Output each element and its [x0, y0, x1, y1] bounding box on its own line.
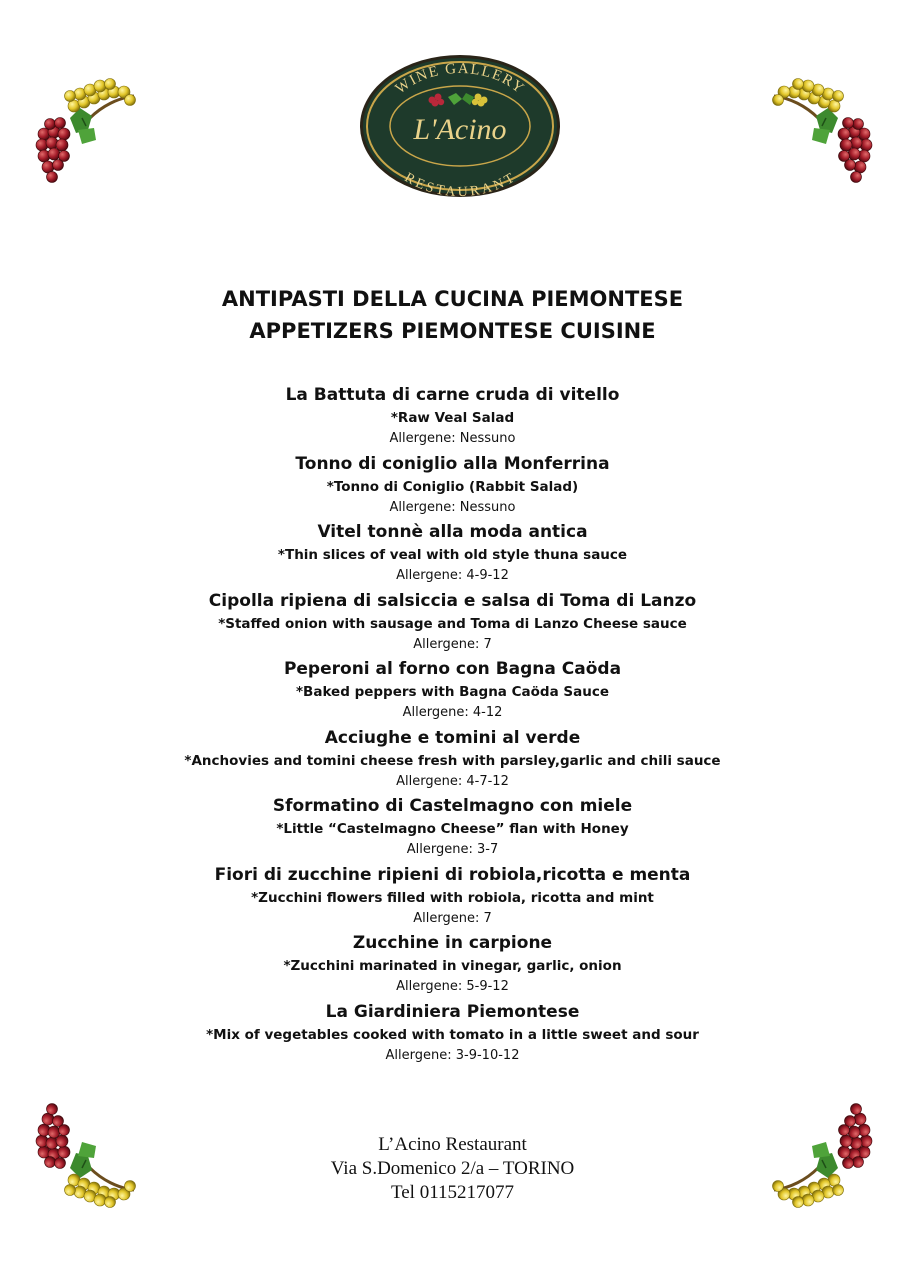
dish-name: Acciughe e tomini al verde	[324, 727, 581, 748]
dish-allergens: Allergene: 3-9-10-12	[385, 1047, 520, 1063]
menu-item	[0, 588, 905, 657]
dish-description: *Little “Castelmagno Cheese” flan with Honey	[276, 821, 629, 837]
dish-name: Peperoni al forno con Bagna Caöda	[283, 659, 622, 679]
menu-headings	[0, 283, 905, 347]
restaurant-logo	[358, 53, 562, 199]
dish-description: *Zucchini flowers filled with robiola, ricotta and mint	[251, 889, 654, 906]
menu-item	[0, 382, 905, 451]
dish-allergens: Allergene: 7	[413, 910, 492, 926]
dish-description: *Baked peppers with Bagna Caöda Sauce	[295, 684, 609, 700]
menu-item	[0, 656, 905, 725]
restaurant-phone: Tel 0115217077	[390, 1182, 515, 1203]
dish-allergens: Allergene: 7	[413, 636, 492, 652]
dish-allergens: Allergene: 4-12	[402, 705, 503, 720]
section-title-italian: ANTIPASTI DELLA CUCINA PIEMONTESE	[221, 287, 684, 311]
dish-description: *Thin slices of veal with old style thuna sauce	[277, 547, 628, 563]
dish-description: *Raw Veal Salad	[390, 410, 515, 426]
dish-allergens: Allergene: Nessuno	[389, 499, 516, 515]
dish-allergens: Allergene: 5-9-12	[396, 979, 509, 994]
menu-item	[0, 999, 905, 1068]
dish-name: Vitel tonnè alla moda antica	[317, 522, 588, 542]
dish-description: *Tonno di Coniglio (Rabbit Salad)	[326, 478, 579, 495]
dish-allergens: Allergene: 4-7-12	[396, 773, 509, 789]
dish-name: La Battuta di carne cruda di vitello	[285, 385, 620, 405]
menu-item	[0, 793, 905, 862]
dish-allergens: Allergene: 4-9-12	[396, 568, 509, 583]
menu-item	[0, 451, 905, 520]
dish-name: Tonno di coniglio alla Monferrina	[295, 453, 610, 474]
logo-name: L'Acino	[413, 113, 507, 146]
grape-cluster-icon	[30, 78, 140, 188]
grape-cluster-icon	[768, 78, 878, 188]
dish-name: Sformatino di Castelmagno con miele	[272, 796, 633, 816]
dish-description: *Zucchini marinated in vinegar, garlic, onion	[283, 958, 622, 974]
logo-top-text: WINE GALLERY	[392, 60, 528, 98]
dish-allergens: Allergene: 3-7	[406, 842, 499, 857]
dish-description: *Mix of vegetables cooked with tomato in a little sweet and sour	[206, 1026, 699, 1043]
menu-item	[0, 725, 905, 794]
logo-bottom-text: RESTAURANT	[401, 170, 519, 199]
appetizer-list	[0, 382, 905, 1067]
dish-name: Cipolla ripiena di salsiccia e salsa di Toma di Lanzo	[208, 590, 697, 611]
restaurant-name: L’Acino Restaurant	[378, 1134, 527, 1155]
dish-description: *Staffed onion with sausage and Toma di Lanzo Cheese sauce	[218, 615, 687, 632]
dish-name: Fiori di zucchine ripieni di robiola,ricotta e menta	[214, 864, 691, 885]
dish-allergens: Allergene: Nessuno	[389, 431, 516, 446]
menu-item	[0, 519, 905, 588]
dish-name: Zucchine in carpione	[352, 933, 553, 953]
dish-description: *Anchovies and tomini cheese fresh with parsley,garlic and chili sauce	[184, 752, 721, 769]
dish-name: La Giardiniera Piemontese	[325, 1001, 580, 1022]
section-title-english: APPETIZERS PIEMONTESE CUISINE	[249, 319, 656, 343]
restaurant-address: Via S.Domenico 2/a – TORINO	[330, 1158, 575, 1179]
menu-item	[0, 862, 905, 931]
menu-item	[0, 930, 905, 999]
restaurant-contact	[0, 1133, 905, 1205]
